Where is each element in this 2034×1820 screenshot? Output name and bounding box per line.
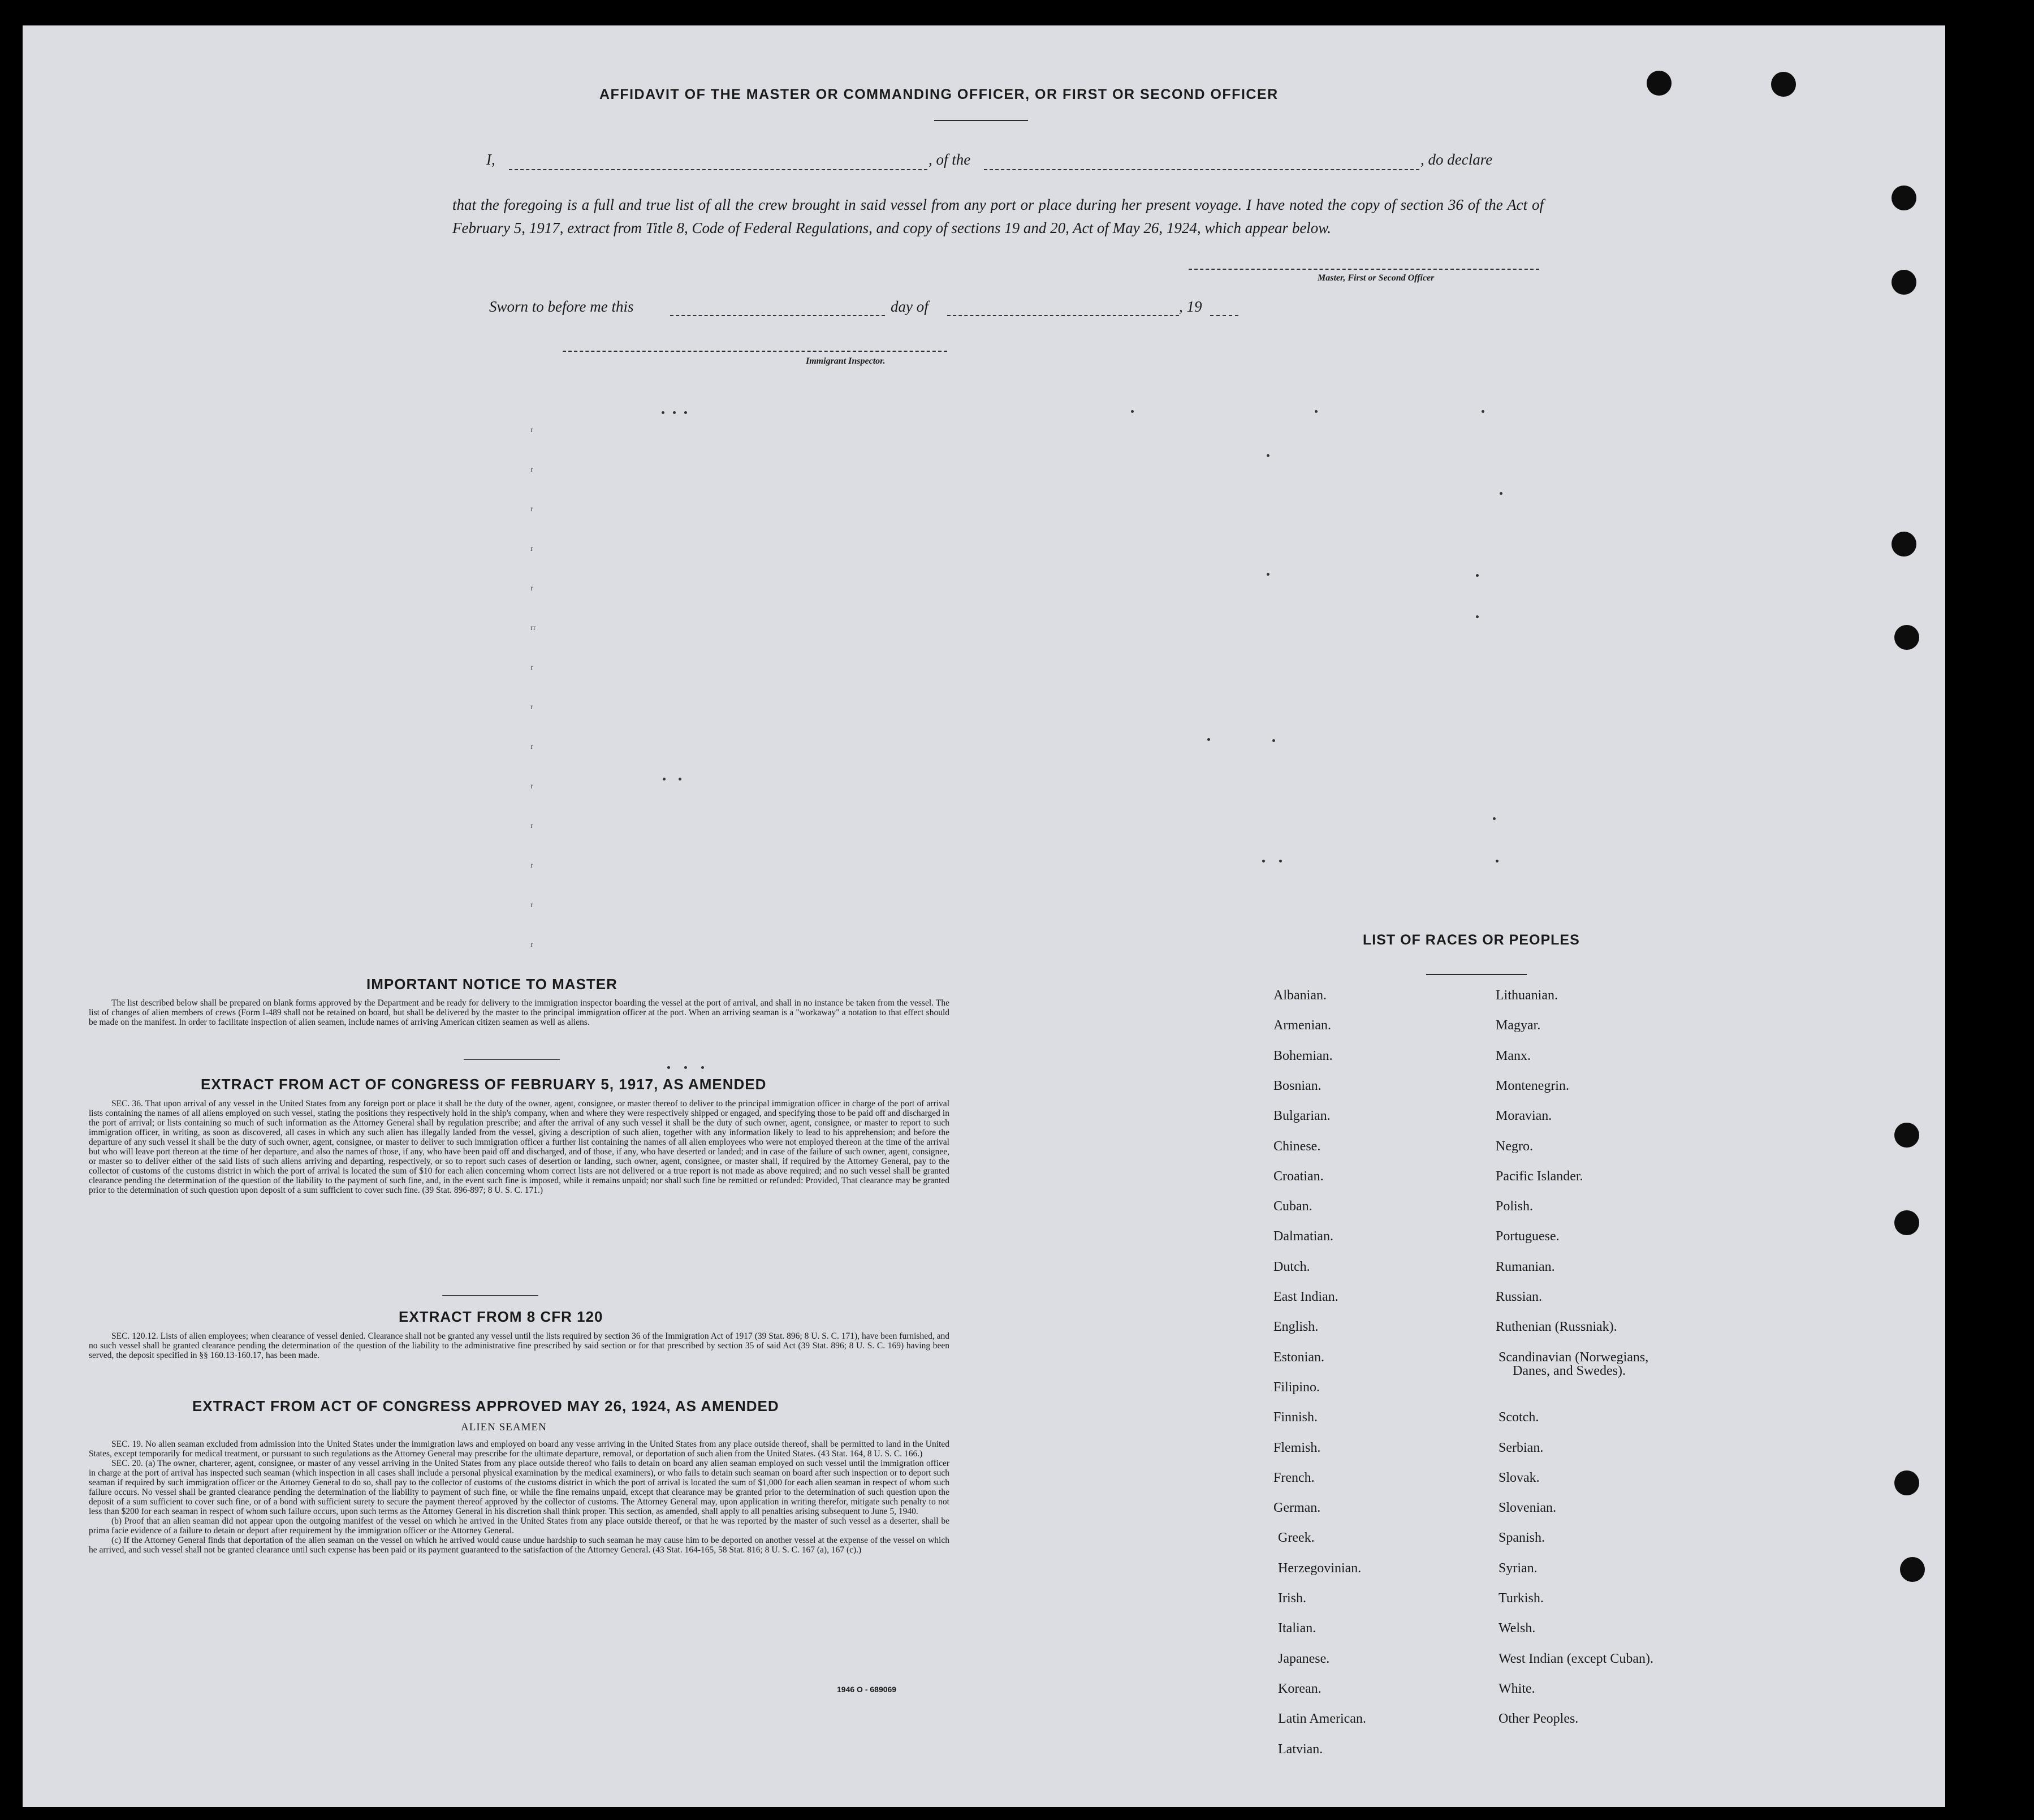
punch-hole [1892, 270, 1916, 295]
scan-mark: ʳʳ [530, 622, 536, 636]
name-line[interactable] [509, 169, 927, 170]
punch-hole [1894, 625, 1919, 650]
scan-mark: ʳ [530, 939, 533, 953]
sworn-day-line[interactable] [670, 315, 885, 316]
extract-cfr-title: EXTRACT FROM 8 CFR 120 [399, 1308, 603, 1325]
scan-mark [1207, 738, 1210, 741]
scan-mark: ʳ [530, 780, 533, 795]
race-left-item: Croatian. [1273, 1169, 1324, 1184]
race-right-item: Lithuanian. [1496, 988, 1558, 1003]
race-left-item: Filipino. [1273, 1380, 1320, 1395]
race-right-item: Moravian. [1496, 1109, 1552, 1123]
race-right-item: White. [1498, 1681, 1535, 1696]
race-left-item: Korean. [1278, 1681, 1322, 1696]
race-left-item: German. [1273, 1500, 1321, 1515]
race-right-item: Magyar. [1496, 1018, 1541, 1033]
race-right-item: Other Peoples. [1498, 1711, 1579, 1726]
scan-mark [1267, 454, 1269, 457]
race-right-item: Russian. [1496, 1289, 1543, 1304]
section-36-paragraph: SEC. 36. That upon arrival of any vessel in the United States from any foreign port or place it shall be the duty of the owner, agent, consignee, or master thereof to deliver to the principal immigration officer in charge of the port of arrival lists containing the names of all aliens employed on such vessel, stating the positions they respectively hold in the ship's company, when and where they were respectively shipped or engaged, and specifying those to be paid off and discharged in the port of arrival; or lists containing so much of such information as the Attorney General shall by regulation prescribe; and after the arrival of any such vessel it shall be the duty of such owner, agent, consignee, or master to report to such immigration officer, in writing, as soon as discovered, all cases in which any such alien has illegally landed from the vessel, giving a description of such alien, together with any information likely to lead to his apprehension; and before the departure of any such vessel it shall be the duty of such owner, agent, consignee, or master to deliver to such immigration officer a further list containing the names of all alien employees who were not employed thereon at the time of the arrival but who will leave port thereon at the time of her departure, and also the names of those, if any, who have been paid off and discharged, and of those, if any, who have deserted or landed; and in case of the failure of such owner, agent, consignee, or master so to deliver either of the said lists of such aliens arriving and departing, respectively, or so to report such cases of desertion or landing, such owner, agent, consignee, or master shall, if required by the Attorney General, pay to the collector of customs of the customs district in which the port of arrival is located the sum of $10 for each alien concerning whom correct lists are not delivered or a true report is not made as above required; and no such vessel shall be granted clearance pending the determination of the question of the liability to the payment of such fine, and, in the event such fine is imposed, while it remains unpaid; nor shall such fine be remitted or refunded: Provided, That clearance may be granted prior to the determination of such question upon deposit of a sum sufficient to cover such fine. (39 Stat. 896-897; 8 U. S. C. 171.) [89, 1099, 949, 1195]
race-left-item: Cuban. [1273, 1199, 1312, 1214]
section-20b-paragraph: (b) Proof that an alien seaman did not appear upon the outgoing manifest of the vessel on which he arrived in the United States from any place outside thereof, or that he was reported by the master of such vessel as a deserter, shall be prima facie evidence of a failure to detain or deport after requirement by the immigration officer or the Attorney General. [89, 1516, 949, 1536]
scan-mark [1476, 574, 1479, 577]
scan-mark: ʳ [530, 583, 533, 597]
scan-mark [1482, 410, 1484, 413]
scan-mark: ʳ [530, 503, 533, 517]
race-left-item: Bulgarian. [1273, 1109, 1331, 1123]
inspector-signature-line[interactable] [563, 351, 947, 352]
do-declare-label: , do declare [1420, 151, 1493, 168]
sworn-label: Sworn to before me this [489, 298, 634, 315]
race-right-item: Manx. [1496, 1049, 1531, 1063]
scan-mark [684, 411, 687, 414]
scan-mark [1131, 410, 1134, 413]
section-rule [442, 1295, 538, 1296]
scan-mark: ʳ [530, 820, 533, 834]
scan-mark [684, 1066, 687, 1069]
scan-mark [1496, 860, 1498, 862]
notice-paragraph: The list described below shall be prepared on blank forms approved by the Department and be ready for delivery to the immigration inspector boarding the vessel at the port of arrival, and shall in no instance be taken from the vessel. The list of changes of alien members of crews (Form I-489 shall not be retained on board, but shall be delivered by the master to the principal immigration officer at the port. When an arriving seaman is a "workaway" a notation to that effect should be made on the manifest. In order to facilitate inspection of alien seamen, include names of arriving American citizen seamen as well as aliens. [89, 998, 949, 1027]
sworn-month-line[interactable] [947, 315, 1179, 316]
race-right-item: Danes, and Swedes). [1513, 1364, 1626, 1378]
punch-hole [1900, 1557, 1925, 1582]
race-left-item: Italian. [1278, 1621, 1316, 1636]
scan-mark [662, 411, 664, 414]
race-right-item: Slovenian. [1498, 1500, 1556, 1515]
race-right-item: Ruthenian (Russniak). [1496, 1319, 1617, 1334]
scan-mark [701, 1066, 704, 1069]
scan-mark: ʳ [530, 464, 533, 478]
race-right-item: Montenegrin. [1496, 1079, 1569, 1093]
affidavit-title: AFFIDAVIT OF THE MASTER OR COMMANDING OFFICER, OR FIRST OR SECOND OFFICER [599, 87, 1279, 102]
punch-hole [1892, 532, 1916, 557]
extract-1917-text [89, 1099, 949, 1195]
section-19-paragraph: SEC. 19. No alien seaman excluded from admission into the United States under the immigration laws and employed on board any vesse arriving in the United States from any place outside thereof, shall be permitted to land in the United States, except temporarily for medical treatment, or pursuant to such regulations as the Attorney General may prescribe for the ultimate departure, removal, or deportation of such alien from the United States. (43 Stat. 164, 8 U. S. C. 166.) [89, 1439, 949, 1459]
day-of-label: day of [891, 298, 929, 315]
race-left-item: Bosnian. [1273, 1079, 1322, 1093]
race-right-item: Slovak. [1498, 1470, 1540, 1485]
year-label: , 19 [1179, 298, 1202, 315]
race-left-item: Bohemian. [1273, 1049, 1333, 1063]
punch-hole [1892, 186, 1916, 210]
race-right-item: Rumanian. [1496, 1260, 1555, 1274]
punch-hole [1894, 1210, 1919, 1235]
race-left-item: French. [1273, 1470, 1315, 1485]
punch-hole [1894, 1123, 1919, 1148]
sworn-year-line[interactable] [1210, 315, 1238, 316]
race-right-item: Scotch. [1498, 1410, 1539, 1425]
race-left-item: Flemish. [1273, 1441, 1321, 1455]
extract-1924-text [89, 1439, 949, 1555]
punch-hole [1894, 1470, 1919, 1495]
race-left-item: Chinese. [1273, 1139, 1321, 1154]
inspector-label: Immigrant Inspector. [806, 356, 886, 366]
scan-mark: ʳ [530, 741, 533, 755]
scan-mark [1315, 410, 1318, 413]
scan-mark [1267, 573, 1269, 576]
scan-mark: ʳ [530, 424, 533, 438]
vessel-line[interactable] [984, 169, 1419, 170]
extract-1924-title: EXTRACT FROM ACT OF CONGRESS APPROVED MAY 26, 1924, AS AMENDED [192, 1398, 779, 1414]
extract-1917-title: EXTRACT FROM ACT OF CONGRESS OF FEBRUARY 5, 1917, AS AMENDED [201, 1076, 767, 1093]
master-signature-line[interactable] [1189, 269, 1539, 270]
scan-mark [679, 778, 681, 780]
scan-mark [673, 411, 676, 414]
race-right-item: Serbian. [1498, 1441, 1544, 1455]
race-left-item: Dalmatian. [1273, 1229, 1333, 1244]
scan-mark: ʳ [530, 543, 533, 557]
race-left-item: Latin American. [1278, 1711, 1366, 1726]
of-the-label: , of the [929, 151, 971, 168]
race-left-item: Dutch. [1273, 1260, 1310, 1274]
title-rule [934, 120, 1028, 121]
notice-text [89, 998, 949, 1027]
scan-mark: ʳ [530, 701, 533, 715]
scan-mark: ʳ [530, 662, 533, 676]
race-left-item: Albanian. [1273, 988, 1327, 1003]
scan-mark [667, 1066, 670, 1069]
race-left-item: English. [1273, 1319, 1319, 1334]
race-left-item: East Indian. [1273, 1289, 1338, 1304]
scan-mark: ʳ [530, 860, 533, 874]
section-20a-paragraph: SEC. 20. (a) The owner, charterer, agent, consignee, or master of any vessel arriving in the United States from any place outside thereof who fails to detain on board any alien seaman employed on such vessel until the immigration officer in charge at the port of arrival has inspected such seaman (which inspection in all cases shall include a personal physical examination by the medical examiners), or who fails to detain such seaman on board after such inspection or to deport such seaman if required by such immigration officer or the Attorney General to do so, shall pay to the collector of customs of the customs district in which the port of arrival is located the sum of $1,000 for each alien seaman in respect of whom such failure occurs. No vessel shall be granted clearance pending the determination of the liability to payment of such fine, or while the fine remains unpaid, except that clearance may be granted prior to the determination of such question upon the deposit of a sum sufficient to cover such fine, or of a bond with sufficient surety to secure the payment thereof approved by the collector of customs. The Attorney General may, upon application in writing therefor, mitigate such penalty to not less than $200 for each seaman in respect of whom such failure occurs, upon such terms as the Attorney General in his discretion shall think proper. This section, as amended, shall apply to all penalties arising subsequent to June 5, 1940. [89, 1459, 949, 1516]
races-title-rule [1426, 974, 1527, 975]
scan-mark [1493, 817, 1496, 820]
section-rule [464, 1059, 560, 1060]
race-right-item: Spanish. [1498, 1530, 1545, 1545]
race-right-item: Negro. [1496, 1139, 1533, 1154]
race-left-item: Herzegovinian. [1278, 1561, 1362, 1576]
manifest-page [23, 25, 1945, 1807]
race-right-item: Welsh. [1498, 1621, 1536, 1636]
notice-title: IMPORTANT NOTICE TO MASTER [366, 976, 617, 993]
alien-seamen-subtitle: ALIEN SEAMEN [461, 1421, 547, 1433]
section-20c-paragraph: (c) If the Attorney General finds that deportation of the alien seaman on the vessel on which he arrived would cause undue hardship to such seaman he may cause him to be deported on another vessel at the expense of the vessel on which he arrived, and such vessel shall not be granted clearance until such expense has been paid or its payment guaranteed to the satisfaction of the Attorney General. (43 Stat. 164-165, 58 Stat. 816; 8 U. S. C. 167 (a), 167 (c).) [89, 1536, 949, 1555]
extract-cfr-text [89, 1331, 949, 1360]
race-left-item: Latvian. [1278, 1742, 1323, 1757]
races-title: LIST OF RACES OR PEOPLES [1363, 932, 1580, 948]
race-left-item: Finnish. [1273, 1410, 1318, 1425]
scan-mark [1476, 615, 1479, 618]
race-left-item: Irish. [1278, 1591, 1306, 1606]
race-left-item: Armenian. [1273, 1018, 1331, 1033]
race-right-item: Polish. [1496, 1199, 1534, 1214]
race-left-item: Japanese. [1278, 1651, 1330, 1666]
master-signature-label: Master, First or Second Officer [1318, 273, 1435, 283]
race-right-item: Turkish. [1498, 1591, 1544, 1606]
scan-mark [663, 778, 666, 780]
print-code: 1946 O - 689069 [837, 1685, 897, 1694]
punch-hole [1771, 72, 1796, 97]
i-label: I, [486, 151, 495, 168]
declaration-text: that the foregoing is a full and true list of all the crew brought in said vessel from any port or place during her present voyage. I have noted the copy of section 36 of the Act of February 5, 1917, extract from Title 8, Code of Federal Regulations, and copy of sections 19 and 20, Act of May 26, 1924, which appear below. [452, 196, 1544, 236]
scan-mark [1279, 860, 1282, 862]
race-left-item: Greek. [1278, 1530, 1315, 1545]
punch-hole [1647, 71, 1672, 96]
race-right-item: Scandinavian (Norwegians, [1498, 1350, 1649, 1365]
race-right-item: Pacific Islander. [1496, 1169, 1583, 1184]
scan-mark: ʳ [530, 899, 533, 913]
race-left-item: Estonian. [1273, 1350, 1324, 1365]
race-right-item: Syrian. [1498, 1561, 1538, 1576]
section-120-paragraph: SEC. 120.12. Lists of alien employees; when clearance of vessel denied. Clearance shall not be granted any vessel until the lists required by section 36 of the Immigration Act of 1917 (39 Stat. 896; 8 U. S. C. 171), have been furnished, and no such vessel shall be granted clearance pending the determination of the question of the liability to the administrative fine prescribed by said section or for that prescribed by section 35 of said Act (39 Stat. 896; 8 U. S. C. 169) having been served, the deposit specified in §§ 160.13-160.17, has been made. [89, 1331, 949, 1360]
race-right-item: West Indian (except Cuban). [1498, 1651, 1653, 1666]
scan-mark [1500, 492, 1502, 495]
race-right-item: Portuguese. [1496, 1229, 1560, 1244]
scan-mark [1272, 739, 1275, 742]
scan-mark [1262, 860, 1265, 862]
